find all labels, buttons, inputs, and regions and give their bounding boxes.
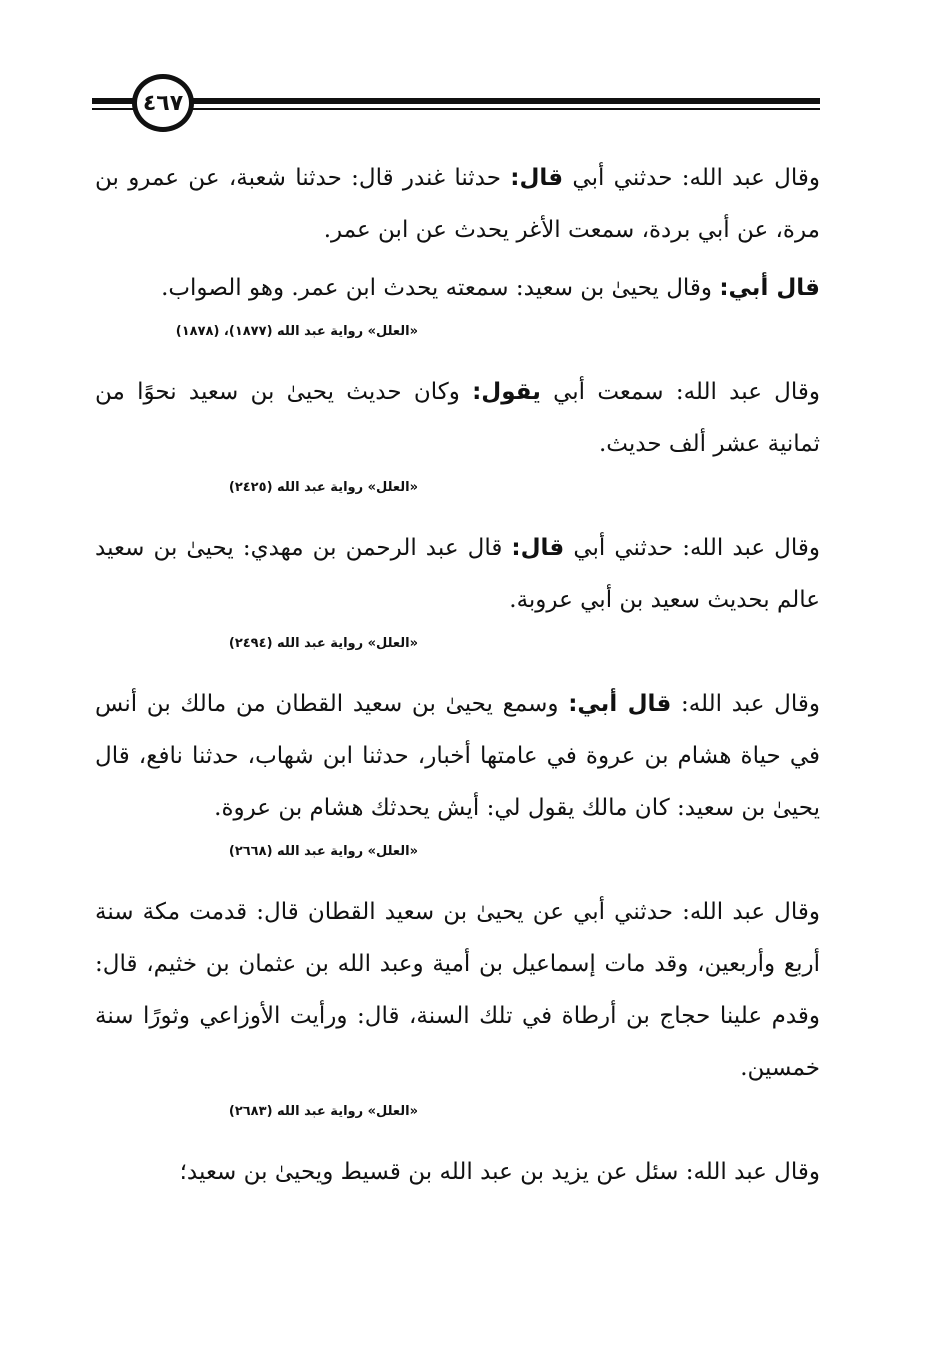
bold-run: قال أبي: bbox=[568, 691, 672, 717]
paragraph bbox=[95, 262, 820, 314]
reference-text: «العلل» رواية عبد الله (٢٦٦٨) bbox=[228, 844, 418, 859]
reference-text: «العلل» رواية عبد الله (٢٦٨٣) bbox=[228, 1104, 418, 1119]
text-run: وقال عبد الله: bbox=[671, 691, 821, 717]
bold-run: قال: bbox=[511, 535, 565, 561]
text-run: وقال عبد الله: حدثني أبي bbox=[563, 165, 820, 191]
bold-run: قال أبي: bbox=[719, 275, 820, 301]
header-rule-thick bbox=[92, 98, 820, 104]
page-header bbox=[92, 68, 820, 138]
header-rule-thin bbox=[92, 108, 820, 110]
text-run: حدثنا غندر قال: حدثنا شعبة، عن عمرو بن مرة، عن أبي بردة، سمعت الأغر يحدث عن ابن عمر. bbox=[95, 165, 820, 243]
paragraph bbox=[95, 152, 820, 256]
text-run: وقال عبد الله: حدثني أبي عن يحيىٰ بن سعيد القطان قال: قدمت مكة سنة أربع وأربعين، وقد مات إسماعيل بن أمية وعبد الله بن عثمان بن خثيم، قال: وقدم علينا حجاج بن أرطاة في تلك السنة، قال: ورأيت الأوزاعي وثورًا سنة خمسين. bbox=[95, 899, 820, 1081]
reference-text: «العلل» رواية عبد الله (١٨٧٧)، (١٨٧٨) bbox=[175, 324, 418, 339]
source-reference bbox=[95, 840, 820, 864]
bold-run: قال: bbox=[510, 165, 564, 191]
source-reference bbox=[95, 632, 820, 656]
bold-run: يقول: bbox=[472, 379, 541, 405]
source-reference bbox=[95, 320, 820, 344]
text-run: وقال يحيىٰ بن سعيد: سمعته يحدث ابن عمر. وهو الصواب. bbox=[161, 275, 720, 301]
text-run: وقال عبد الله: سئل عن يزيد بن عبد الله بن قسيط ويحيىٰ بن سعيد؛ bbox=[179, 1159, 820, 1185]
text-run: وقال عبد الله: سمعت أبي bbox=[540, 379, 820, 405]
paragraph bbox=[95, 1146, 820, 1198]
reference-text: «العلل» رواية عبد الله (٢٤٢٥) bbox=[228, 480, 418, 495]
page-body bbox=[95, 152, 820, 1198]
source-reference bbox=[95, 1100, 820, 1124]
source-reference bbox=[95, 476, 820, 500]
text-run: وكان حديث يحيىٰ بن سعيد نحوًا من ثمانية عشر ألف حديث. bbox=[95, 379, 820, 457]
text-run: وقال عبد الله: حدثني أبي bbox=[564, 535, 820, 561]
page-number-circle bbox=[132, 74, 194, 132]
page-number: ٤٦٧ bbox=[142, 90, 184, 116]
text-run: قال عبد الرحمن بن مهدي: يحيىٰ بن سعيد عالم بحديث سعيد بن أبي عروبة. bbox=[95, 535, 820, 613]
text-run: وسمع يحيىٰ بن سعيد القطان من مالك بن أنس في حياة هشام بن عروة في عامتها أخبار، حدثنا ابن شهاب، حدثنا نافع، قال يحيىٰ بن سعيد: كان مالك يقول لي: أيش يحدثك هشام بن عروة. bbox=[95, 691, 820, 821]
reference-text: «العلل» رواية عبد الله (٢٤٩٤) bbox=[228, 636, 418, 651]
paragraph bbox=[95, 678, 820, 834]
paragraph bbox=[95, 522, 820, 626]
paragraph bbox=[95, 886, 820, 1094]
paragraph bbox=[95, 366, 820, 470]
